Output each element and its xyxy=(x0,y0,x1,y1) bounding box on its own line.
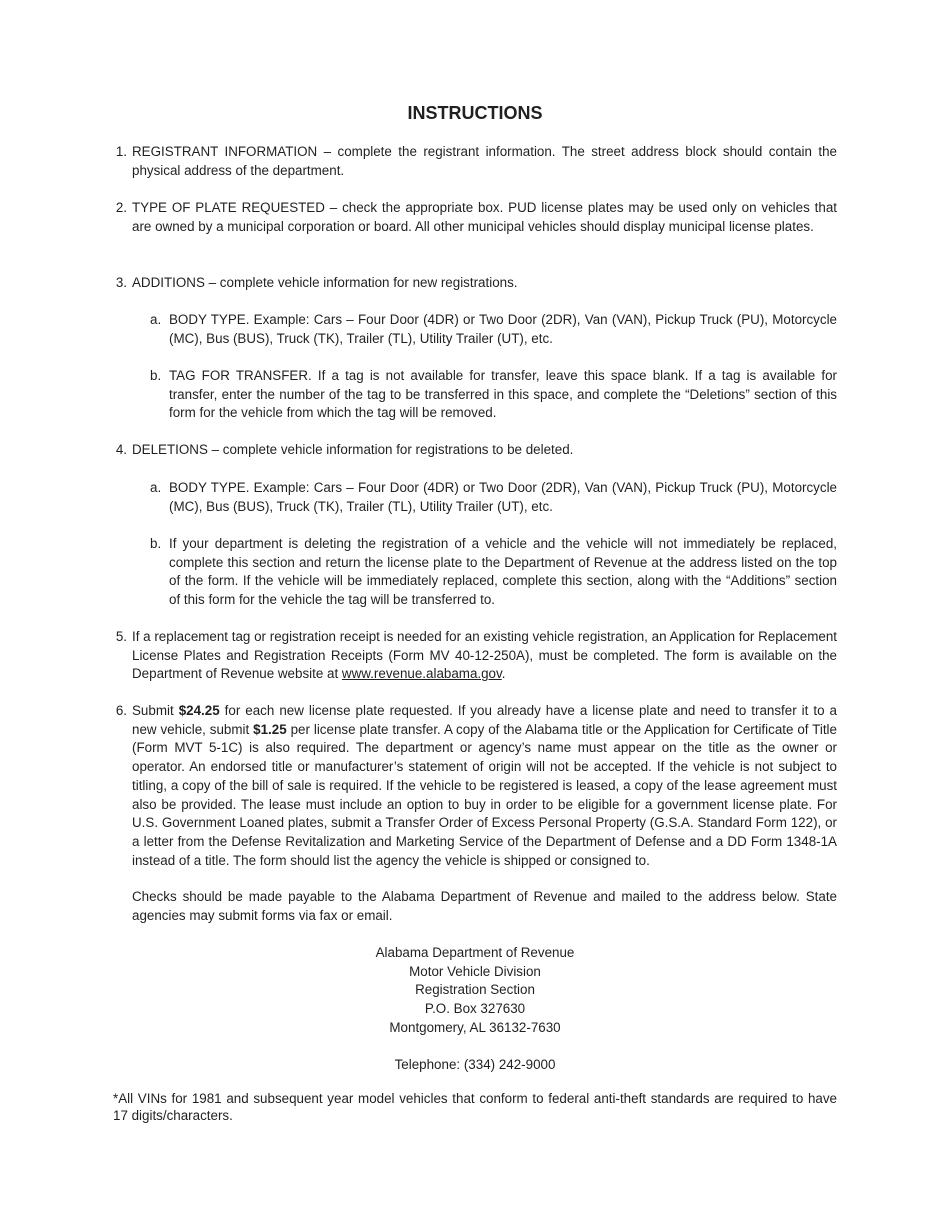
item-text: REGISTRANT INFORMATION – complete the registrant information. The street address block should contain the physical address of the department. xyxy=(132,144,837,178)
instruction-item-2 xyxy=(113,199,837,236)
instruction-item-3a xyxy=(150,311,837,348)
telephone: Telephone: (334) 242-9000 xyxy=(394,1057,556,1072)
item-text: ADDITIONS – complete vehicle information for new registrations. xyxy=(132,275,518,290)
instruction-item-4a xyxy=(150,479,837,516)
vin-footnote: *All VINs for 1981 and subsequent year model vehicles that conform to federal anti-theft standards are required to have 17 digits/characters. xyxy=(113,1091,837,1123)
instruction-item-4 xyxy=(113,441,837,460)
address-line: Alabama Department of Revenue xyxy=(375,945,575,960)
sub-item-letter: a. xyxy=(150,312,162,327)
mailing-address xyxy=(113,944,837,1038)
instruction-item-5 xyxy=(113,628,837,684)
item-5-text: If a replacement tag or registration receipt is needed for an existing vehicle registration, an Application for Replacement License Plates and Registration Receipts (Form MV 40-12-250A), must be completed. The form is available on the Department of Revenue website at xyxy=(132,629,837,682)
sub-item-text: TAG FOR TRANSFER. If a tag is not available for transfer, leave this space blank. If a tag is available for transfer, enter the number of the tag to be transferred in this space, and complete the “Deletions” section of this form for the vehicle from which the tag will be removed. xyxy=(169,368,837,421)
item-6-text-b: for each new license plate requested. If you already have a license plate and need to transfer it to a new vehicle, submit xyxy=(132,703,837,737)
item-number: 2. xyxy=(115,200,127,215)
sub-item-text: If your department is deleting the registration of a vehicle and the vehicle will not immediately be replaced, complete this section and return the license plate to the Department of Revenue at the address listed on the top of the form. If the vehicle will be immediately replaced, complete this section, along with the “Additions” section of this form for the vehicle the tag will be transferred to. xyxy=(169,536,837,608)
item-number: 3. xyxy=(115,275,127,290)
sub-item-text: BODY TYPE. Example: Cars – Four Door (4DR) or Two Door (2DR), Van (VAN), Pickup Truck (PU), Motorcycle (MC), Bus (BUS), Truck (TK), Trailer (TL), Utility Trailer (UT), etc. xyxy=(169,480,837,514)
item-5-period: . xyxy=(501,666,506,682)
address-line: P.O. Box 327630 xyxy=(424,1001,526,1017)
sub-item-letter: b. xyxy=(150,536,162,551)
instruction-item-6 xyxy=(113,702,837,870)
instruction-item-3 xyxy=(113,274,837,293)
address-line: Montgomery, AL 36132-7630 xyxy=(389,1019,561,1035)
instruction-item-3b xyxy=(150,367,837,423)
item-text: DELETIONS – complete vehicle information for registrations to be deleted. xyxy=(132,442,574,457)
item-number: 6. xyxy=(115,703,127,718)
sub-item-letter: a. xyxy=(150,480,162,495)
item-6-text-c: per license plate transfer. A copy of the Alabama title or the Application for Certificate of Title (Form MVT 5-1C) is also required. The department or agency’s name must appear on the title as the owner or operator. An endorsed title or manufacturer’s statement of origin will not be accepted. If the vehicle is not subject to titling, a copy of the bill of sale is required. If the vehicle to be registered is leased, a copy of the lease agreement must also be provided. The lease must include an option to buy in order to be eligible for a government license plate. For U.S. Government Loaned plates, submit a Transfer Order of Excess Personal Property (G.S.A. Standard Form 122), or a letter from the Defense Revitalization and Marketing Service of the Department of Defense and a DD Form 1348-1A instead of a title. The form should list the agency the vehicle is shipped or consigned to. xyxy=(132,721,837,868)
page-title: INSTRUCTIONS xyxy=(407,103,543,123)
sub-item-letter: b. xyxy=(150,368,162,383)
item-text xyxy=(132,628,837,684)
item-text xyxy=(132,702,837,870)
address-line: Registration Section xyxy=(415,982,535,998)
item-6-text-a: Submit xyxy=(132,703,174,718)
instruction-item-1 xyxy=(113,143,837,180)
instruction-item-4b xyxy=(150,535,837,610)
revenue-website-link[interactable]: www.revenue.alabama.gov xyxy=(341,666,502,682)
sub-item-text: BODY TYPE. Example: Cars – Four Door (4DR) or Two Door (2DR), Van (VAN), Pickup Truck (PU), Motorcycle (MC), Bus (BUS), Truck (TK), Trailer (TL), Utility Trailer (UT), etc. xyxy=(169,312,837,346)
transfer-fee: $1.25 xyxy=(253,721,287,737)
item-number: 5. xyxy=(115,629,127,644)
item-text: TYPE OF PLATE REQUESTED – check the appropriate box. PUD license plates may be used only on vehicles that are owned by a municipal corporation or board. All other municipal vehicles should display municipal license plates. xyxy=(132,200,837,234)
item-number: 1. xyxy=(115,144,127,159)
address-line: Motor Vehicle Division xyxy=(409,963,541,979)
new-plate-fee: $24.25 xyxy=(178,703,220,718)
checks-note: Checks should be made payable to the Alabama Department of Revenue and mailed to the address below. State agencies may submit forms via fax or email. xyxy=(132,889,837,923)
item-number: 4. xyxy=(115,442,127,457)
